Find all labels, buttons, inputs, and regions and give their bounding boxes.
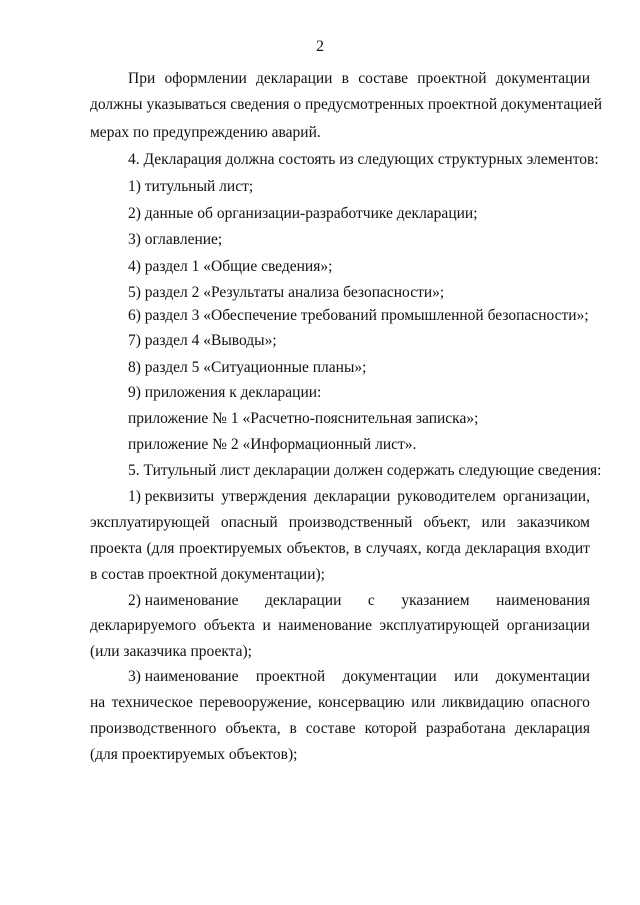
list-item: 4) раздел 1 «Общие сведения»; bbox=[128, 258, 333, 275]
list-item: приложение № 1 «Расчетно-пояснительная записка»; bbox=[128, 410, 479, 427]
paragraph-line: 3) наименование проектной документации или документации bbox=[128, 668, 590, 685]
section-heading: 5. Титульный лист декларации должен содержать следующие сведения: bbox=[128, 462, 602, 479]
list-item: 7) раздел 4 «Выводы»; bbox=[128, 332, 277, 349]
paragraph-line: 2) наименование декларации с указанием наименования bbox=[128, 592, 590, 609]
list-item: 8) раздел 5 «Ситуационные планы»; bbox=[128, 359, 367, 376]
paragraph-line: производственного объекта, в составе которой разработана декларация bbox=[90, 720, 590, 737]
paragraph-line: 1) реквизиты утверждения декларации руководителем организации, bbox=[128, 488, 590, 505]
list-item: 9) приложения к декларации: bbox=[128, 384, 322, 401]
list-item: 1) титульный лист; bbox=[128, 178, 254, 195]
list-item: 5) раздел 2 «Результаты анализа безопасности»; bbox=[128, 284, 445, 301]
page-number: 2 bbox=[316, 38, 324, 55]
paragraph-line: мерах по предупреждению аварий. bbox=[90, 124, 321, 141]
paragraph-line: При оформлении декларации в составе проектной документации bbox=[128, 70, 590, 87]
paragraph-line: (для проектируемых объектов); bbox=[90, 746, 298, 763]
section-heading: 4. Декларация должна состоять из следующих структурных элементов: bbox=[128, 151, 599, 168]
list-item: приложение № 2 «Информационный лист». bbox=[128, 436, 417, 453]
list-item: 6) раздел 3 «Обеспечение требований промышленной безопасности»; bbox=[128, 307, 589, 324]
paragraph-line: (или заказчика проекта); bbox=[90, 643, 252, 660]
paragraph-line: эксплуатирующей опасный производственный объект, или заказчиком bbox=[90, 514, 590, 531]
paragraph-line: должны указываться сведения о предусмотренных проектной документацией bbox=[90, 96, 603, 113]
paragraph-line: на техническое перевооружение, консервацию или ликвидацию опасного bbox=[90, 694, 590, 711]
paragraph-line: в состав проектной документации); bbox=[90, 566, 325, 583]
paragraph-line: проекта (для проектируемых объектов, в случаях, когда декларация входит bbox=[90, 540, 590, 557]
list-item: 3) оглавление; bbox=[128, 231, 223, 248]
paragraph-line: декларируемого объекта и наименование эксплуатирующей организации bbox=[90, 617, 590, 634]
list-item: 2) данные об организации-разработчике декларации; bbox=[128, 205, 478, 222]
